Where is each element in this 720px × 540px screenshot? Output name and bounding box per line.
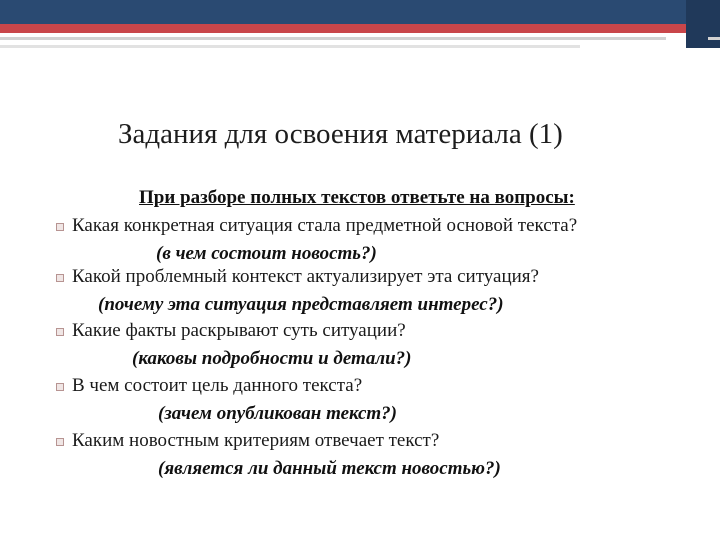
list-item <box>0 430 720 486</box>
item-question: Какой проблемный контекст актуализирует эта ситуация? <box>72 266 539 287</box>
red-accent-line <box>0 24 686 33</box>
top-right-dark-block <box>686 0 720 48</box>
square-bullet-icon <box>56 383 64 391</box>
item-question: В чем состоит цель данного текста? <box>72 375 363 396</box>
item-answer: (в чем состоит новость?) <box>156 243 377 264</box>
item-answer: (является ли данный текст новостью?) <box>158 458 501 479</box>
square-bullet-icon <box>56 274 64 282</box>
item-question: Какая конкретная ситуация стала предметной основой текста? <box>72 215 578 236</box>
slide-title: Задания для освоения материала (1) <box>118 118 563 150</box>
list-heading: При разборе полных текстов ответьте на вопросы: <box>139 187 575 208</box>
list-item <box>0 215 720 271</box>
item-answer: (почему эта ситуация представляет интерес?) <box>98 294 504 315</box>
square-bullet-icon <box>56 438 64 446</box>
list-item <box>0 320 720 376</box>
item-answer: (зачем опубликован текст?) <box>158 403 397 424</box>
item-answer: (каковы подробности и детали?) <box>132 348 412 369</box>
gray-divider-line <box>0 37 666 40</box>
gray-divider-stub <box>708 37 720 40</box>
item-question: Каким новостным критериям отвечает текст? <box>72 430 440 451</box>
gray-divider-line-short <box>0 45 580 48</box>
list-item <box>0 375 720 431</box>
item-question: Какие факты раскрывают суть ситуации? <box>72 320 406 341</box>
square-bullet-icon <box>56 223 64 231</box>
top-blue-bar <box>0 0 720 24</box>
list-item <box>0 266 720 322</box>
square-bullet-icon <box>56 328 64 336</box>
